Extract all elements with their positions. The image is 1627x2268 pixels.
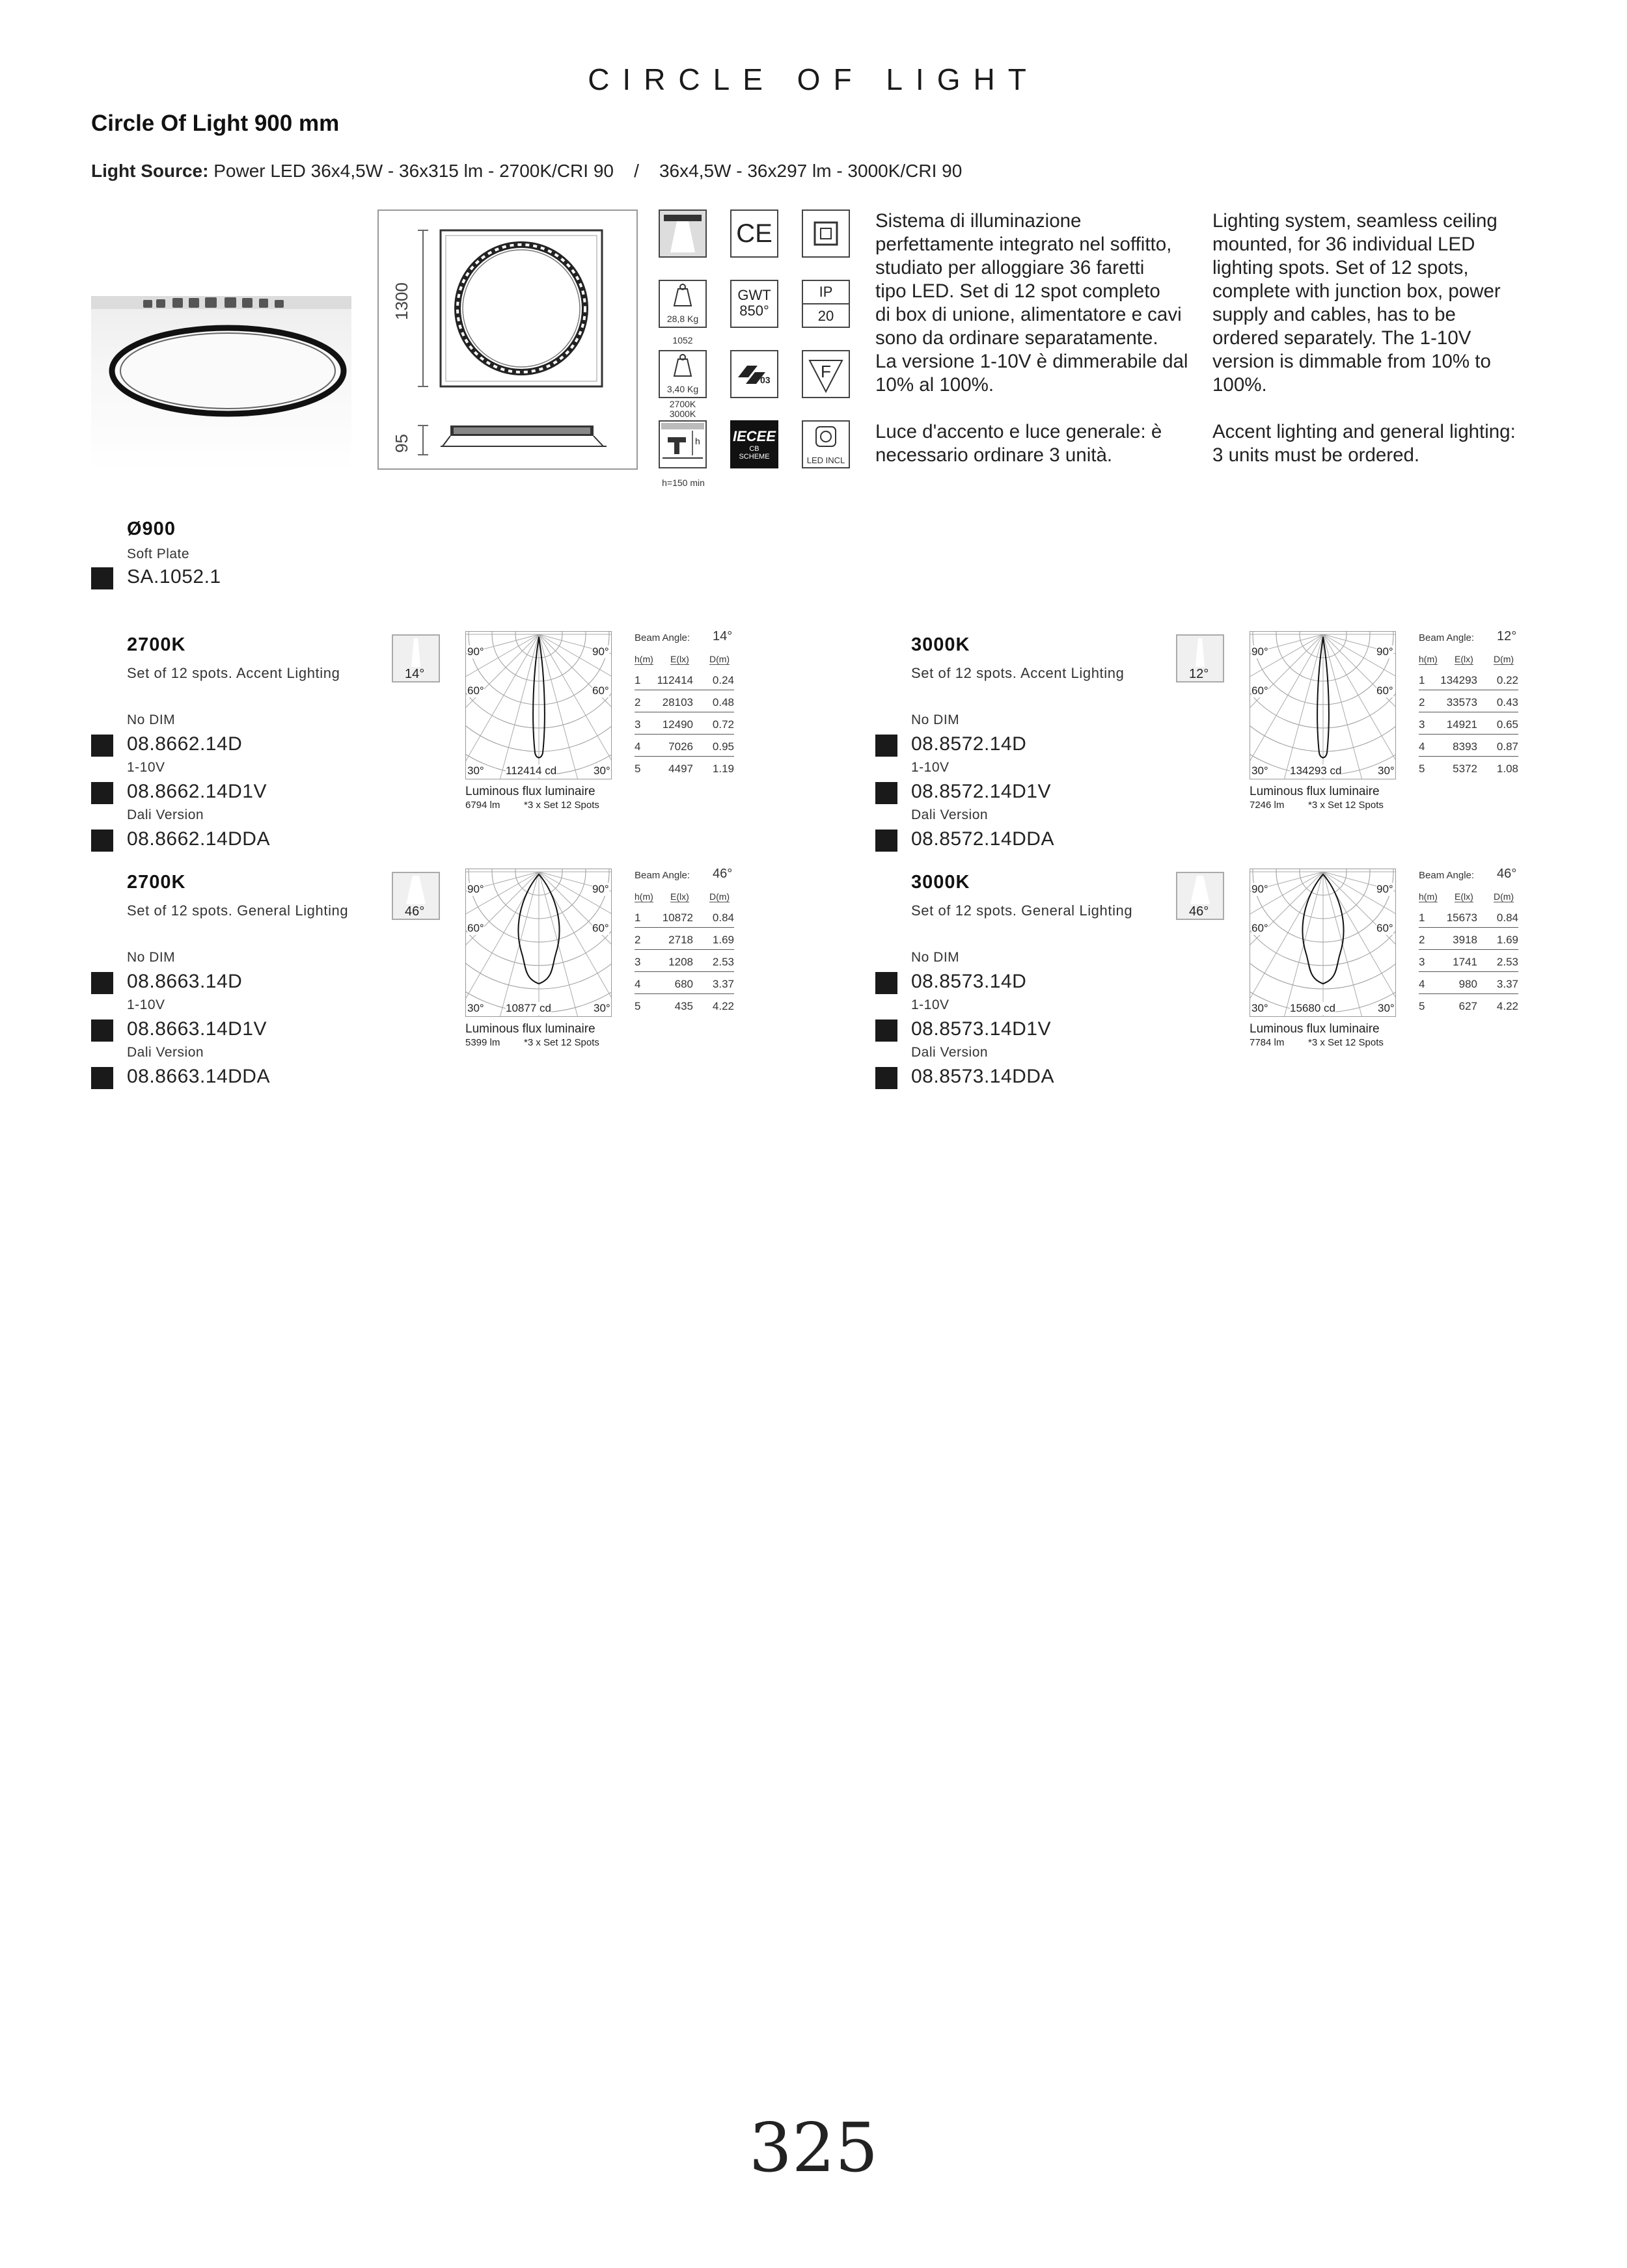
- recessed-light-icon: [659, 209, 707, 258]
- illuminance-cell-d: 0.22: [1496, 674, 1518, 686]
- peak-intensity: 112414 cd: [506, 764, 557, 777]
- illuminance-cell-h: 5: [635, 1000, 641, 1012]
- ip-label: IP: [803, 281, 849, 304]
- light-source-text: Power LED 36x4,5W - 36x315 lm - 2700K/CRI 90 / 36x4,5W - 36x297 lm - 3000K/CRI 90: [213, 161, 963, 181]
- variant-subtitle: Set of 12 spots. General Lighting: [911, 902, 1133, 919]
- beam-angle-label: Beam Angle:: [635, 632, 690, 643]
- illuminance-cell-e: 435: [674, 1000, 693, 1012]
- beam-cone: [406, 876, 426, 904]
- ce-mark-icon: CE: [730, 209, 778, 258]
- energy-class-icon: [730, 350, 778, 398]
- polar-angle-90-left: 90°: [1251, 883, 1268, 895]
- driver-weight-icon: [659, 350, 707, 398]
- option-label-nodim: No DIM: [127, 712, 176, 727]
- peak-intensity: 15680 cd: [1290, 1002, 1335, 1014]
- illuminance-cell-e: 627: [1458, 1000, 1477, 1012]
- polar-spoke: [466, 634, 539, 685]
- option-label-dali: Dali Version: [127, 1045, 204, 1060]
- illuminance-row: [635, 953, 734, 972]
- illuminance-row: [1419, 975, 1518, 994]
- polar-spoke: [1250, 634, 1323, 685]
- polar-spoke: [488, 872, 539, 1016]
- desc-it-line: perfettamente integrato nel soffitto,: [875, 234, 1172, 255]
- illuminance-cell-d: 2.53: [712, 956, 734, 968]
- beam-cone: [1196, 638, 1205, 667]
- option-label-1-10v: 1-10V: [127, 997, 165, 1012]
- beam-angle-icon-label: 14°: [405, 667, 425, 681]
- order-code: 08.8572.14D: [911, 733, 1027, 755]
- flux-label: Luminous flux luminaire: [465, 1022, 595, 1036]
- cct-2700: 2700K: [669, 399, 696, 409]
- polar-spoke: [539, 872, 611, 923]
- illuminance-cell-d: 3.37: [1496, 978, 1518, 990]
- illuminance-cell-d: 0.43: [1496, 696, 1518, 709]
- iecee-label: IECEE: [732, 428, 776, 444]
- illuminance-row: [635, 694, 734, 712]
- weight-value: 28,8 Kg: [666, 314, 699, 324]
- illuminance-cell-h: 1: [1419, 911, 1425, 924]
- beam-angle-value: 46°: [1497, 867, 1517, 881]
- illuminance-row: [1419, 671, 1518, 690]
- illuminance-row: [635, 975, 734, 994]
- illuminance-cell-d: 0.84: [712, 911, 734, 924]
- illuminance-cell-h: 2: [635, 934, 641, 946]
- desc-en-line: version is dimmable from 10% to: [1212, 351, 1491, 372]
- variant-subtitle: Set of 12 spots. General Lighting: [127, 902, 349, 919]
- illuminance-row: [635, 716, 734, 735]
- order-code-swatch: [91, 1019, 113, 1042]
- class-ii-icon: [802, 209, 850, 258]
- desc-en-line: 100%.: [1212, 374, 1267, 396]
- gwt-value: 850°: [739, 303, 769, 319]
- illuminance-cell-e: 134293: [1440, 674, 1477, 686]
- desc-en-line: Accent lighting and general lighting:: [1212, 421, 1516, 442]
- col-h-header: h(m): [1419, 891, 1438, 902]
- flux-value: 5399 lm: [465, 1037, 500, 1048]
- option-label-1-10v: 1-10V: [127, 760, 165, 775]
- illuminance-row: [635, 997, 734, 1016]
- beam-angle-label: Beam Angle:: [1419, 632, 1475, 643]
- description-italian: [875, 209, 1201, 467]
- order-code: 08.8662.14DDA: [127, 828, 270, 850]
- illuminance-row: [635, 931, 734, 950]
- flux-label: Luminous flux luminaire: [1250, 785, 1380, 798]
- order-code: 08.8572.14DDA: [911, 828, 1054, 850]
- flux-note: *3 x Set 12 Spots: [1308, 1037, 1384, 1048]
- illuminance-cell-h: 4: [1419, 740, 1425, 753]
- polar-angle-90-left: 90°: [467, 883, 484, 895]
- flux-note: *3 x Set 12 Spots: [524, 800, 599, 811]
- desc-it-line: sono da ordinare separatamente.: [875, 327, 1158, 349]
- illuminance-cell-h: 3: [1419, 718, 1425, 731]
- polar-angle-60-right: 60°: [1376, 922, 1393, 934]
- illuminance-cell-h: 4: [635, 740, 641, 753]
- polar-angle-30-right: 30°: [594, 764, 610, 777]
- driver-weight-icon-art: [660, 351, 705, 380]
- illuminance-cell-e: 980: [1458, 978, 1477, 990]
- polar-grid: [1250, 632, 1395, 779]
- illuminance-cell-d: 1.08: [1496, 763, 1518, 775]
- polar-angle-60-left: 60°: [467, 684, 484, 697]
- polar-angle-30-left: 30°: [467, 764, 484, 777]
- flux-note: *3 x Set 12 Spots: [524, 1037, 599, 1048]
- illuminance-row: [1419, 909, 1518, 928]
- illuminance-row: [635, 671, 734, 690]
- illuminance-cell-e: 2718: [668, 934, 693, 946]
- cct-list: [659, 399, 707, 419]
- iecee-scheme: SCHEME: [739, 453, 770, 461]
- energy-class-icon-art: [731, 351, 777, 397]
- illuminance-cell-e: 5372: [1453, 763, 1477, 775]
- option-label-dali: Dali Version: [911, 807, 989, 822]
- flux-value: 7784 lm: [1250, 1037, 1285, 1048]
- illuminance-row: [635, 738, 734, 757]
- installation-height-icon: [659, 420, 707, 468]
- illuminance-cell-d: 0.95: [712, 740, 734, 753]
- illuminance-cell-d: 1.19: [712, 763, 734, 775]
- polar-spoke: [539, 634, 590, 779]
- variant-kelvin: 2700K: [127, 634, 186, 655]
- polar-grid: [466, 632, 611, 779]
- polar-spoke: [1323, 634, 1395, 685]
- order-code: 08.8663.14D1V: [127, 1018, 267, 1040]
- desc-it-line: Luce d'accento e luce generale: è: [875, 421, 1162, 442]
- iecee-cb: CB: [749, 445, 759, 453]
- polar-angle-30-left: 30°: [1251, 1002, 1268, 1014]
- f-mark-icon: [802, 350, 850, 398]
- order-code: 08.8573.14DDA: [911, 1066, 1054, 1087]
- product-title: Circle Of Light 900 mm: [91, 111, 340, 136]
- polar-angle-30-right: 30°: [594, 1002, 610, 1014]
- beam-angle-icon-label: 46°: [405, 904, 425, 919]
- order-code: 08.8572.14D1V: [911, 781, 1052, 802]
- illuminance-cell-e: 7026: [668, 740, 693, 753]
- polar-angle-90-right: 90°: [1376, 645, 1393, 658]
- order-code-swatch: [875, 782, 897, 804]
- variant-kelvin: 2700K: [127, 872, 186, 893]
- polar-angle-60-right: 60°: [1376, 684, 1393, 697]
- illuminance-cell-h: 1: [635, 674, 641, 686]
- desc-it-line: Sistema di illuminazione: [875, 210, 1082, 232]
- desc-en-line: lighting spots. Set of 12 spots,: [1212, 257, 1469, 278]
- ref-number: 1052: [672, 335, 693, 345]
- flux-note: *3 x Set 12 Spots: [1308, 800, 1384, 811]
- polar-spoke: [539, 872, 590, 1016]
- polar-angle-90-right: 90°: [592, 645, 609, 658]
- col-d-header: D(m): [709, 654, 730, 664]
- illuminance-cell-h: 2: [1419, 696, 1425, 709]
- option-label-nodim: No DIM: [127, 950, 176, 965]
- illuminance-cell-h: 5: [635, 763, 641, 775]
- option-label-1-10v: 1-10V: [911, 997, 950, 1012]
- polar-spoke: [488, 634, 539, 779]
- illuminance-cell-e: 3918: [1453, 934, 1477, 946]
- polar-angle-90-left: 90°: [1251, 645, 1268, 658]
- beam-angle-value: 46°: [713, 867, 733, 881]
- option-label-dali: Dali Version: [911, 1045, 989, 1060]
- weight-icon-art: [660, 281, 705, 310]
- polar-angle-30-right: 30°: [1378, 1002, 1395, 1014]
- class-ii-icon-art: [803, 211, 849, 256]
- illuminance-cell-h: 2: [1419, 934, 1425, 946]
- order-code: 08.8662.14D1V: [127, 781, 267, 802]
- polar-spoke: [466, 872, 539, 923]
- desc-en-line: Lighting system, seamless ceiling: [1212, 210, 1497, 232]
- order-code: 08.8662.14D: [127, 733, 243, 755]
- beam-angle-icon-label: 46°: [1189, 904, 1209, 919]
- desc-it-line: di box di unione, alimentatore e cavi: [875, 304, 1182, 325]
- product-photo-art: [91, 296, 351, 472]
- illuminance-cell-d: 1.69: [1496, 934, 1518, 946]
- polar-angle-60-right: 60°: [592, 922, 609, 934]
- dim-depth: 95: [392, 434, 411, 453]
- light-source: [91, 161, 962, 182]
- f-mark-label: F: [821, 362, 831, 381]
- option-label-1-10v: 1-10V: [911, 760, 950, 775]
- desc-it-line: 10% al 100%.: [875, 374, 994, 396]
- illuminance-cell-e: 15673: [1446, 911, 1477, 924]
- order-code-swatch: [91, 735, 113, 757]
- col-d-header: D(m): [709, 891, 730, 902]
- variant-subtitle: Set of 12 spots. Accent Lighting: [911, 665, 1125, 681]
- polar-spoke: [1323, 872, 1395, 923]
- flux-value: 7246 lm: [1250, 800, 1285, 811]
- col-e-header: E(lx): [1455, 891, 1473, 902]
- beam-angle-label: Beam Angle:: [635, 870, 690, 881]
- illuminance-row: [1419, 953, 1518, 972]
- polar-spoke: [1272, 634, 1323, 779]
- order-code-swatch: [875, 1019, 897, 1042]
- illuminance-cell-e: 1208: [668, 956, 693, 968]
- illuminance-cell-e: 4497: [668, 763, 693, 775]
- peak-intensity: 10877 cd: [506, 1002, 551, 1014]
- description-english: [1212, 209, 1551, 467]
- height-min: h=150 min: [662, 478, 705, 488]
- illuminance-cell-d: 0.24: [712, 674, 734, 686]
- illuminance-cell-h: 2: [635, 696, 641, 709]
- illuminance-cell-h: 5: [1419, 763, 1425, 775]
- illuminance-cell-e: 14921: [1446, 718, 1477, 731]
- beam-angle-icon-label: 12°: [1189, 667, 1209, 681]
- driver-weight-value: 3,40 Kg: [666, 384, 699, 394]
- desc-en-line: ordered separately. The 1-10V: [1212, 327, 1471, 349]
- variant-kelvin: 3000K: [911, 872, 970, 893]
- illuminance-cell-d: 2.53: [1496, 956, 1518, 968]
- series-title: CIRCLE OF LIGHT: [588, 62, 1039, 96]
- illuminance-cell-h: 1: [635, 911, 641, 924]
- desc-it-line: La versione 1-10V è dimmerabile dal: [875, 351, 1188, 372]
- dim-height: 1300: [392, 282, 411, 320]
- col-h-header: h(m): [1419, 654, 1438, 664]
- illuminance-cell-e: 28103: [662, 696, 693, 709]
- desc-it-line: studiato per alloggiare 36 faretti: [875, 257, 1145, 278]
- illuminance-row: [1419, 738, 1518, 757]
- polar-spoke: [1250, 872, 1323, 923]
- illuminance-cell-h: 3: [1419, 956, 1425, 968]
- illuminance-cell-h: 1: [1419, 674, 1425, 686]
- polar-diagram: [1250, 631, 1396, 779]
- col-h-header: h(m): [635, 654, 653, 664]
- polar-grid: [466, 869, 611, 1016]
- beam-angle-value: 14°: [713, 629, 733, 643]
- order-code-swatch: [875, 830, 897, 852]
- recessed-light-icon-art: [660, 211, 705, 256]
- illuminance-cell-e: 10872: [662, 911, 693, 924]
- desc-en-line: complete with junction box, power: [1212, 280, 1501, 302]
- polar-spoke: [1323, 872, 1374, 1016]
- polar-angle-30-left: 30°: [467, 1002, 484, 1014]
- illuminance-cell-e: 1741: [1453, 956, 1477, 968]
- illuminance-row: [1419, 760, 1518, 778]
- order-code-swatch: [91, 972, 113, 994]
- illuminance-cell-d: 0.72: [712, 718, 734, 731]
- polar-angle-90-left: 90°: [467, 645, 484, 658]
- order-code: 08.8663.14D: [127, 971, 243, 992]
- technical-drawing: [377, 209, 638, 470]
- polar-angle-90-right: 90°: [592, 883, 609, 895]
- order-code-swatch: [91, 782, 113, 804]
- height-label: h: [695, 436, 700, 446]
- illuminance-cell-d: 0.65: [1496, 718, 1518, 731]
- polar-angle-60-left: 60°: [467, 922, 484, 934]
- illuminance-cell-d: 0.87: [1496, 740, 1518, 753]
- order-code-swatch: [91, 830, 113, 852]
- illuminance-cell-h: 4: [1419, 978, 1425, 990]
- plate-name: Soft Plate: [127, 547, 190, 561]
- illuminance-cell-h: 3: [635, 718, 641, 731]
- order-code-swatch: [875, 1067, 897, 1089]
- order-code: 08.8573.14D: [911, 971, 1027, 992]
- iecee-icon: [730, 420, 778, 468]
- illuminance-cell-d: 0.84: [1496, 911, 1518, 924]
- col-h-header: h(m): [635, 891, 653, 902]
- ip-value: 20: [817, 308, 834, 324]
- order-code: 08.8573.14D1V: [911, 1018, 1052, 1040]
- polar-angle-30-right: 30°: [1378, 764, 1395, 777]
- illuminance-cell-e: 680: [674, 978, 693, 990]
- led-included-icon: [802, 420, 850, 468]
- illuminance-cell-d: 4.22: [712, 1000, 734, 1012]
- flux-value: 6794 lm: [465, 800, 500, 811]
- desc-it-line: necessario ordinare 3 unità.: [875, 444, 1113, 466]
- flux-label: Luminous flux luminaire: [1250, 1022, 1380, 1036]
- order-code-swatch: [91, 1067, 113, 1089]
- gwt-icon: [730, 280, 778, 328]
- illuminance-row: [1419, 997, 1518, 1016]
- order-code: 08.8663.14DDA: [127, 1066, 270, 1087]
- plate-swatch: [91, 567, 113, 589]
- illuminance-row: [1419, 716, 1518, 735]
- option-label-nodim: No DIM: [911, 950, 960, 965]
- beam-angle-value: 12°: [1497, 629, 1517, 643]
- illuminance-cell-e: 33573: [1446, 696, 1477, 709]
- polar-angle-60-right: 60°: [592, 684, 609, 697]
- illuminance-row: [1419, 931, 1518, 950]
- desc-en-line: mounted, for 36 individual LED: [1212, 234, 1475, 255]
- led-included-icon-art: [803, 422, 849, 452]
- polar-spoke: [1323, 634, 1374, 779]
- product-photo: [91, 296, 351, 472]
- plate-code: SA.1052.1: [127, 566, 221, 587]
- polar-angle-90-right: 90°: [1376, 883, 1393, 895]
- option-label-nodim: No DIM: [911, 712, 960, 727]
- illuminance-cell-d: 0.48: [712, 696, 734, 709]
- light-source-label: Light Source:: [91, 161, 209, 181]
- gwt-label: GWT: [737, 287, 771, 303]
- led-included-label: LED INCL: [806, 455, 845, 465]
- variant-kelvin: 3000K: [911, 634, 970, 655]
- illuminance-row: [635, 760, 734, 778]
- polar-angle-30-left: 30°: [1251, 764, 1268, 777]
- technical-drawing-art: [379, 211, 636, 468]
- energy-class-value: 03: [760, 375, 771, 385]
- illuminance-row: [635, 909, 734, 928]
- polar-angle-60-left: 60°: [1251, 684, 1268, 697]
- cct-3000: 3000K: [669, 409, 696, 419]
- weight-icon: [659, 280, 707, 328]
- beam-cone: [411, 638, 420, 667]
- order-code-swatch: [875, 735, 897, 757]
- illuminance-cell-e: 8393: [1453, 740, 1477, 753]
- col-e-header: E(lx): [670, 654, 689, 664]
- polar-diagram: [465, 869, 612, 1017]
- ip-rating-icon: [802, 280, 850, 328]
- col-d-header: D(m): [1494, 891, 1514, 902]
- variant-subtitle: Set of 12 spots. Accent Lighting: [127, 665, 340, 681]
- illuminance-cell-d: 1.69: [712, 934, 734, 946]
- flux-label: Luminous flux luminaire: [465, 785, 595, 798]
- desc-en-line: supply and cables, has to be: [1212, 304, 1456, 325]
- illuminance-cell-e: 112414: [657, 674, 693, 686]
- illuminance-cell-h: 5: [1419, 1000, 1425, 1012]
- desc-it-line: tipo LED. Set di 12 spot completo: [875, 280, 1160, 302]
- illuminance-cell-d: 4.22: [1496, 1000, 1518, 1012]
- illuminance-row: [1419, 694, 1518, 712]
- illuminance-cell-h: 4: [635, 978, 641, 990]
- option-label-dali: Dali Version: [127, 807, 204, 822]
- beam-angle-label: Beam Angle:: [1419, 870, 1475, 881]
- col-d-header: D(m): [1494, 654, 1514, 664]
- polar-angle-60-left: 60°: [1251, 922, 1268, 934]
- page-number: 325: [748, 2108, 879, 2187]
- polar-spoke: [539, 634, 611, 685]
- beam-cone: [1190, 876, 1210, 904]
- illuminance-cell-e: 12490: [662, 718, 693, 731]
- order-code-swatch: [875, 972, 897, 994]
- peak-intensity: 134293 cd: [1290, 764, 1342, 777]
- illuminance-cell-h: 3: [635, 956, 641, 968]
- col-e-header: E(lx): [1455, 654, 1473, 664]
- plate-size: Ø900: [127, 519, 176, 539]
- polar-spoke: [1272, 872, 1323, 1016]
- col-e-header: E(lx): [670, 891, 689, 902]
- polar-diagram: [465, 631, 612, 779]
- polar-grid: [1250, 869, 1395, 1016]
- polar-diagram: [1250, 869, 1396, 1017]
- illuminance-cell-d: 3.37: [712, 978, 734, 990]
- desc-en-line: 3 units must be ordered.: [1212, 444, 1420, 466]
